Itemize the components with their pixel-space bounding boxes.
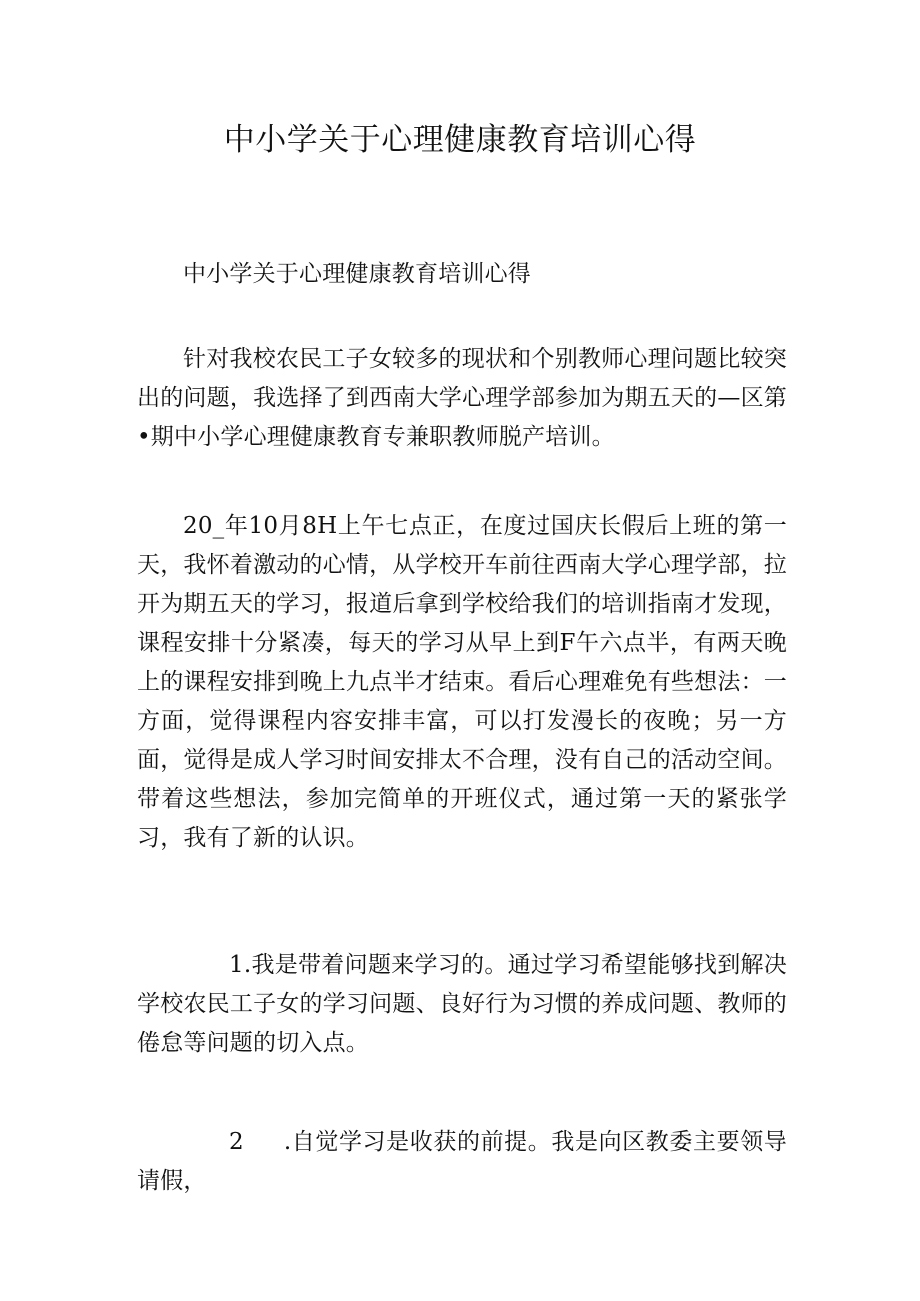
list-item-number: 1 xyxy=(229,952,244,978)
paragraph-intro: 针对我校农民工子女较多的现状和个别教师心理问题比较突出的问题，我选择了到西南大学心理学部参加为期五天的—区第•期中小学心理健康教育专兼职教师脱产培训。 xyxy=(137,346,787,450)
list-item-1 xyxy=(137,946,787,1063)
document-title: 中小学关于心理健康教育培训心得 xyxy=(223,122,697,158)
document-subtitle: 中小学关于心理健康教育培训心得 xyxy=(183,261,531,287)
paragraph-training-experience: 20_年10月8H上午七点正，在度过国庆长假后上班的第一天，我怀着激动的心情，从学校开车前往西南大学心理学部，拉开为期五天的学习，报道后拿到学校给我们的培训指南才发现，课程安排十分紧凑，每天的学习从早上到F午六点半，有两天晚上的课程安排到晚上九点半才结束。看后心理难免有些想法：一方面，觉得课程内容安排丰富，可以打发漫长的夜晚；另一方面，觉得是成人学习时间安排太不合理，没有自己的活动空间。带着这些想法，参加完简单的开班仪式，通过第一天的紧张学习，我有了新的认识。 xyxy=(137,513,787,851)
list-item-text: .自觉学习是收获的前提。我是向区教委主要领导请假， xyxy=(137,1129,787,1194)
list-item-text: .我是带着问题来学习的。通过学习希望能够找到解决学校农民工子女的学习问题、良好行为习惯的养成问题、教师的倦怠等问题的切入点。 xyxy=(137,952,787,1056)
list-item-number: 2 xyxy=(229,1129,244,1155)
list-item-2 xyxy=(137,1123,787,1201)
